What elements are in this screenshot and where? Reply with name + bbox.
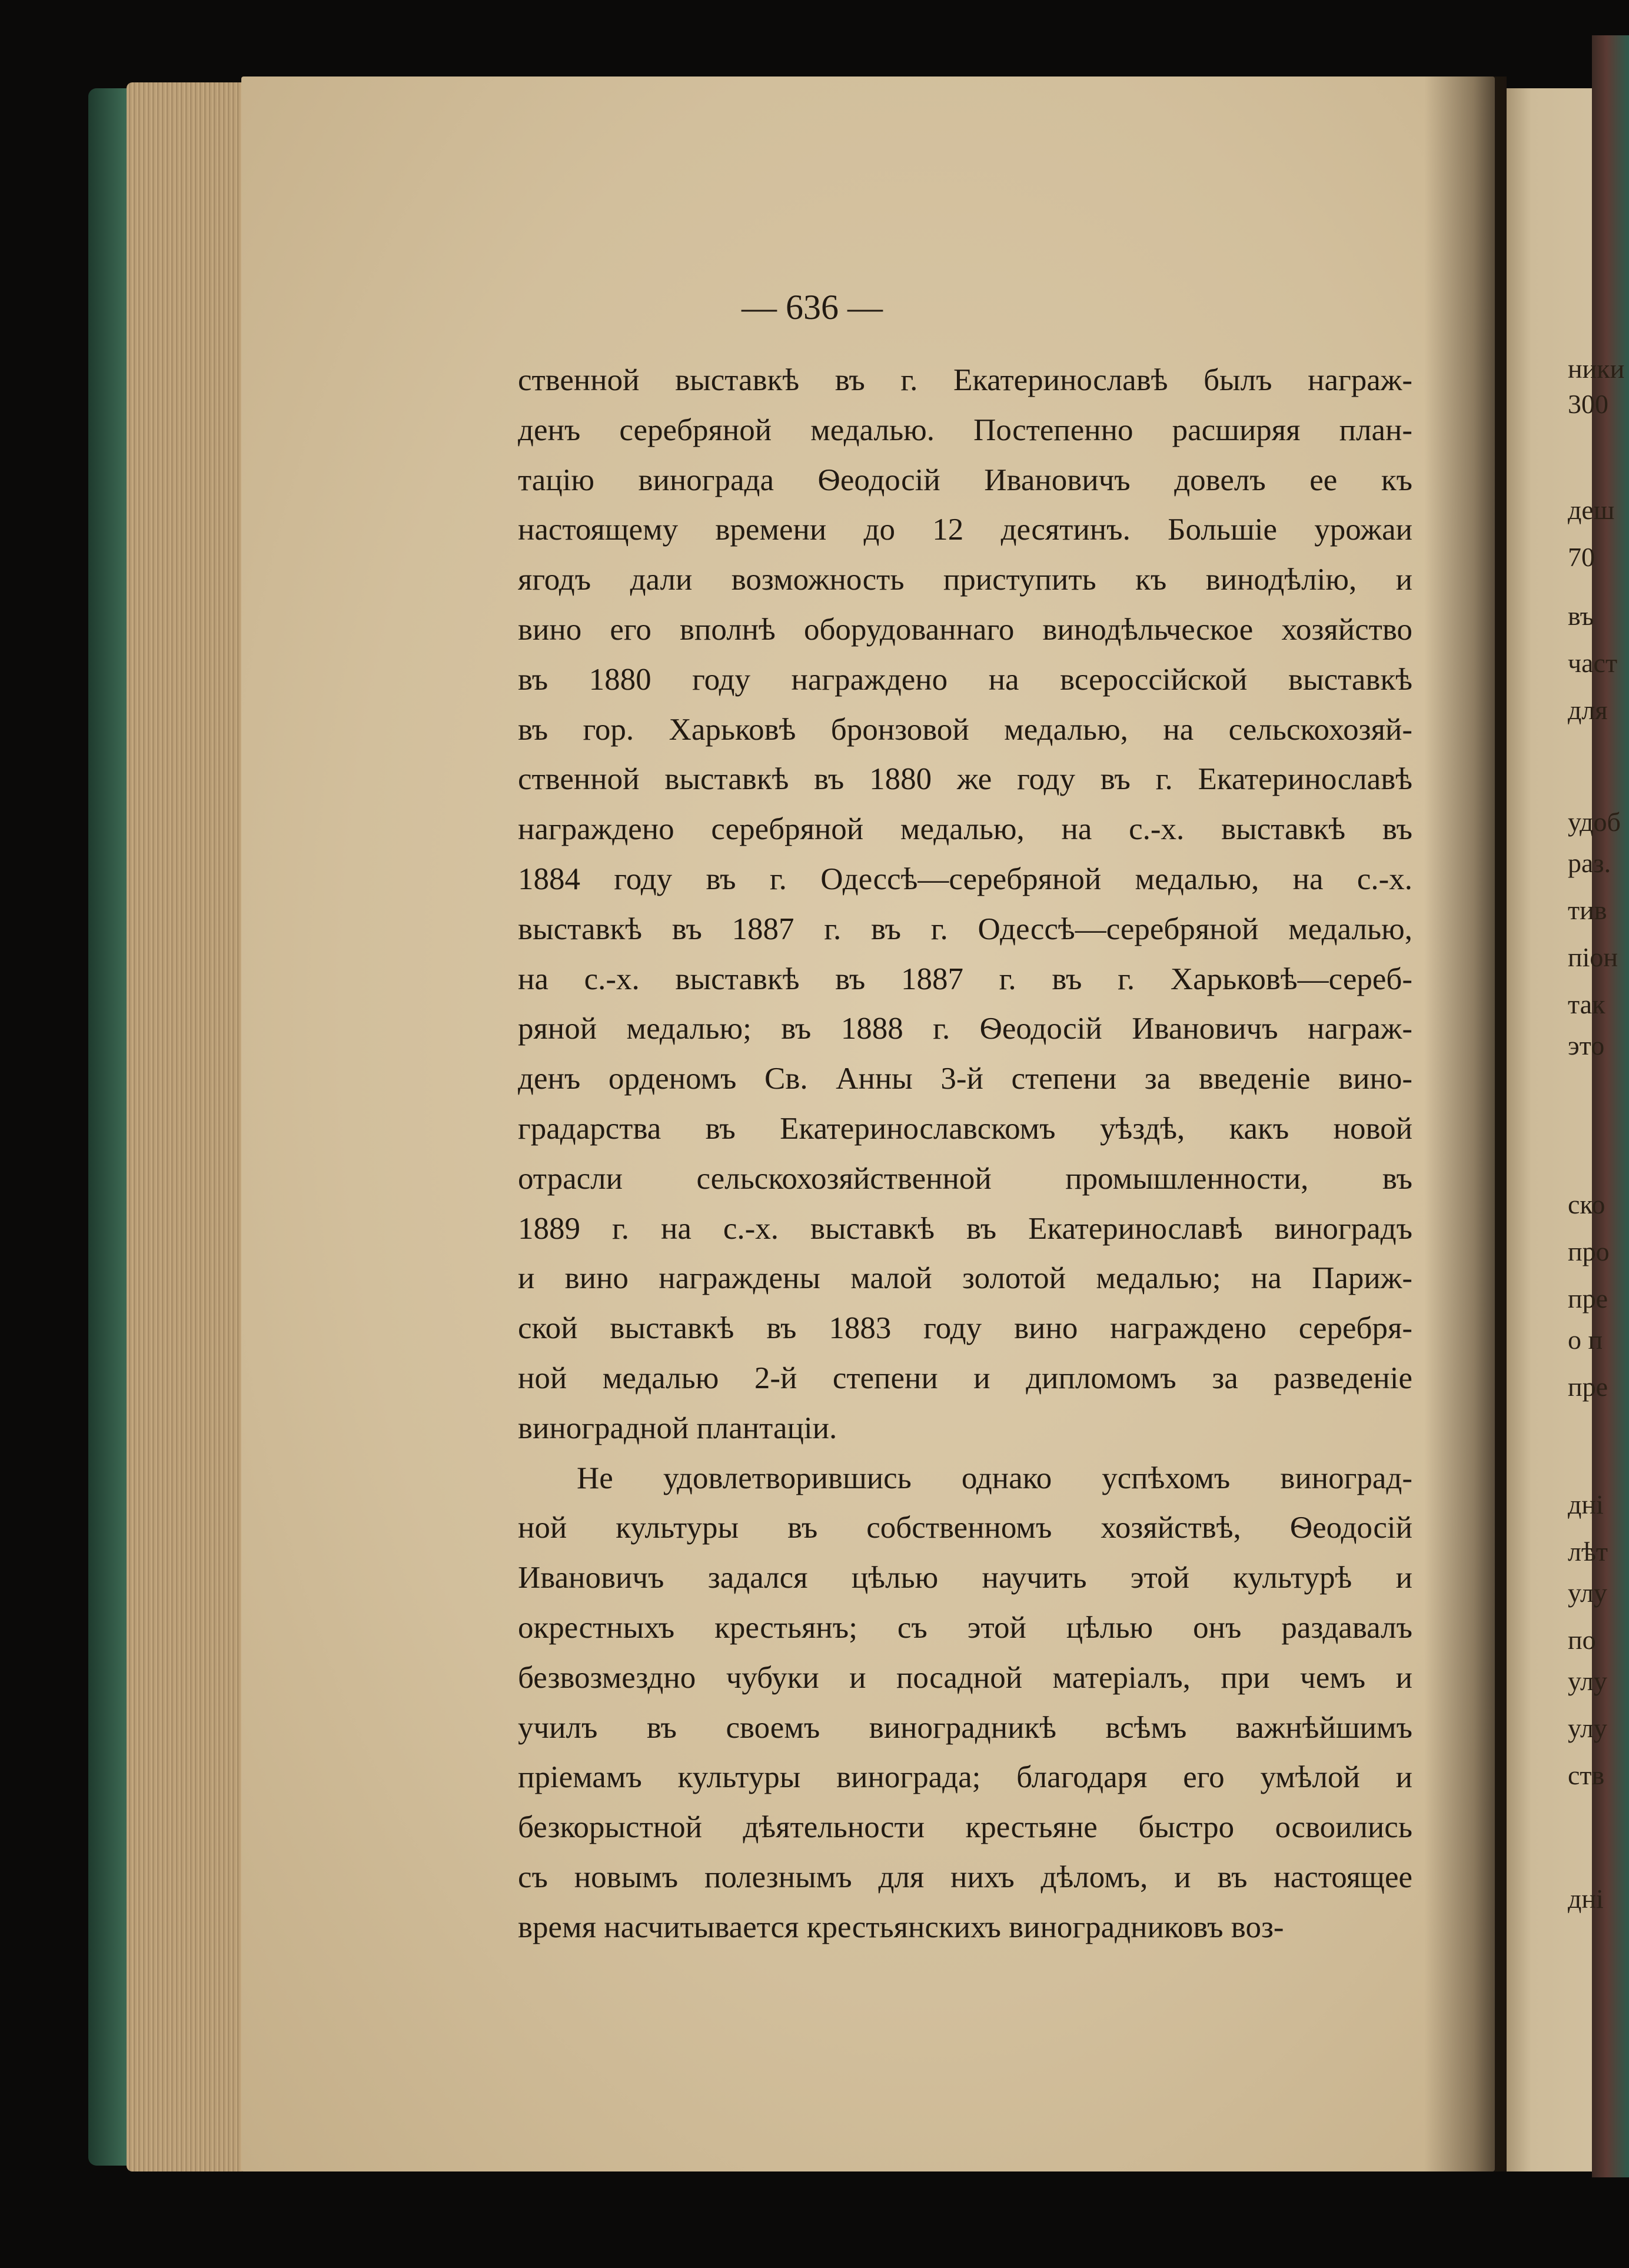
text-line: училъ въ своемъ виноградникѣ всѣмъ важнѣйшимъ bbox=[518, 1710, 1412, 1745]
text-line: 1884 году въ г. Одессѣ—серебряной медалью, на с.-х. bbox=[518, 862, 1412, 896]
right-page-fragment: улу bbox=[1568, 1666, 1607, 1696]
text-line: ягодъ дали возможность приступить къ винодѣлію, и bbox=[518, 563, 1412, 597]
right-page-fragment: ники bbox=[1568, 354, 1625, 384]
text-line: выставкѣ въ 1887 г. въ г. Одессѣ—серебряной медалью, bbox=[518, 912, 1412, 946]
text-line: ской выставкѣ въ 1883 году вино награждено серебря- bbox=[518, 1311, 1412, 1346]
right-page-fragment: улу bbox=[1568, 1578, 1607, 1608]
right-page-text-fragments bbox=[1568, 353, 1629, 1942]
right-page-fragment: это bbox=[1568, 1030, 1605, 1060]
text-line: съ новымъ полезнымъ для нихъ дѣломъ, и въ настоящее bbox=[518, 1860, 1412, 1894]
page-text bbox=[518, 355, 1412, 1953]
right-page-fragment: улу bbox=[1568, 1713, 1607, 1743]
text-line: награждено серебряной медалью, на с.-х. выставкѣ въ bbox=[518, 812, 1412, 847]
book-gutter bbox=[1424, 77, 1507, 2171]
text-line: безкорыстной дѣятельности крестьяне быстро освоились bbox=[518, 1810, 1412, 1845]
right-page-fragment: піон bbox=[1568, 942, 1618, 972]
page-number: — 636 — bbox=[742, 288, 883, 327]
right-page-fragment: лѣт bbox=[1568, 1537, 1608, 1567]
text-line: окрестныхъ крестьянъ; съ этой цѣлью онъ раздавалъ bbox=[518, 1610, 1412, 1645]
text-line: денъ серебряной медалью. Постепенно расширяя план- bbox=[518, 413, 1412, 447]
right-page-fragment: ств bbox=[1568, 1760, 1605, 1790]
right-page-fragment: пре bbox=[1568, 1283, 1608, 1313]
text-line: пріемамъ культуры винограда; благодаря его умѣлой и bbox=[518, 1760, 1412, 1795]
right-page-fragment: дні bbox=[1568, 1884, 1604, 1914]
text-line: 1889 г. на с.-х. выставкѣ въ Екатеринославѣ виноградъ bbox=[518, 1211, 1412, 1246]
text-line: настоящему времени до 12 десятинъ. Большіе урожаи bbox=[518, 513, 1412, 547]
text-line: вино его вполнѣ оборудованнаго винодѣльческое хозяйство bbox=[518, 612, 1412, 647]
text-line: въ гор. Харьковѣ бронзовой медалью, на сельскохозяй- bbox=[518, 712, 1412, 747]
text-line: на с.-х. выставкѣ въ 1887 г. въ г. Харьковѣ—сереб- bbox=[518, 962, 1412, 996]
right-page-fragment: про bbox=[1568, 1236, 1610, 1266]
text-line: ной медалью 2-й степени и дипломомъ за разведеніе bbox=[518, 1361, 1412, 1395]
text-line: денъ орденомъ Св. Анны 3-й степени за введеніе вино- bbox=[518, 1062, 1412, 1096]
right-page-fragment: 300 bbox=[1568, 389, 1608, 419]
text-line: ной культуры въ собственномъ хозяйствѣ, Ѳеодосій bbox=[518, 1511, 1412, 1545]
right-page-fragment: дні bbox=[1568, 1489, 1604, 1519]
text-line: отрасли сельскохозяйственной промышленности, въ bbox=[518, 1161, 1412, 1196]
right-page-fragment: 70 bbox=[1568, 542, 1595, 572]
right-page-fragment: пре bbox=[1568, 1372, 1608, 1402]
text-line: ряной медалью; въ 1888 г. Ѳеодосій Ивановичъ награж- bbox=[518, 1012, 1412, 1046]
right-page-fragment: раз. bbox=[1568, 848, 1611, 878]
text-line: время насчитывается крестьянскихъ виноградниковъ воз- bbox=[518, 1910, 1284, 1944]
right-page-fragment: удоб bbox=[1568, 807, 1621, 837]
text-line: и вино награждены малой золотой медалью; на Париж- bbox=[518, 1261, 1412, 1296]
right-page-fragment: ско bbox=[1568, 1189, 1605, 1219]
text-line: ственной выставкѣ въ 1880 же году въ г. Екатеринославѣ bbox=[518, 762, 1412, 797]
right-page-fragment: част bbox=[1568, 648, 1618, 678]
text-line: тацію винограда Ѳеодосій Ивановичъ довелъ ее къ bbox=[518, 463, 1412, 497]
text-line: градарства въ Екатеринославскомъ уѣздѣ, какъ новой bbox=[518, 1111, 1412, 1146]
text-line: Не удовлетворившись однако успѣхомъ виноград- bbox=[577, 1461, 1412, 1495]
right-page-fragment: въ bbox=[1568, 601, 1594, 631]
right-page-fragment: о п bbox=[1568, 1325, 1603, 1355]
right-page-fragment: тив bbox=[1568, 895, 1607, 925]
text-line: ственной выставкѣ въ г. Екатеринославѣ былъ награж- bbox=[518, 363, 1412, 397]
text-line: Ивановичъ задался цѣлью научить этой культурѣ и bbox=[518, 1561, 1412, 1595]
right-page-fragment: для bbox=[1568, 695, 1608, 725]
text-line: безвозмездно чубуки и посадной матеріалъ, при чемъ и bbox=[518, 1660, 1412, 1695]
right-page-fragment: деш bbox=[1568, 495, 1615, 525]
text-line: въ 1880 году награждено на всероссійской выставкѣ bbox=[518, 662, 1412, 697]
right-page-fragment: по bbox=[1568, 1625, 1596, 1655]
text-line: виноградной плантаціи. bbox=[518, 1411, 837, 1445]
right-page-fragment: так bbox=[1568, 989, 1605, 1019]
